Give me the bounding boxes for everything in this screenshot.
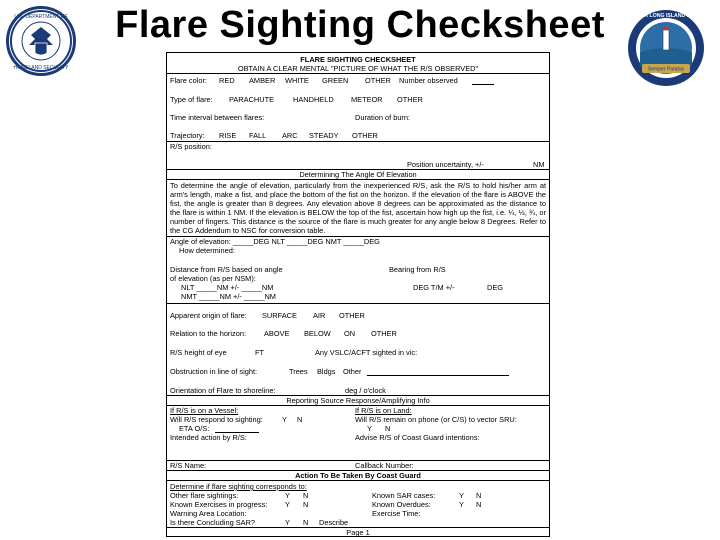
vslc-label: Any VSLC/ACFT sighted in vic:: [315, 348, 418, 357]
deg-clock-unit: deg / o'clock: [345, 386, 386, 395]
horizon-option[interactable]: BELOW: [304, 329, 331, 338]
sector-seal-graphic: [626, 8, 706, 88]
origin-option[interactable]: AIR: [313, 311, 326, 320]
horizon-option[interactable]: ON: [344, 329, 356, 338]
known-sar-label: Known SAR cases:: [372, 491, 436, 500]
exercise-time-label: Exercise Time:: [372, 509, 421, 518]
obstruction-option[interactable]: Trees: [289, 367, 308, 376]
trajectory-option[interactable]: OTHER: [352, 131, 378, 140]
how-determined-label: How determined:: [179, 246, 235, 255]
describe-label: Describe: [319, 518, 349, 527]
nmt-line: NMT _____NM +/- _____NM: [181, 292, 276, 301]
land-header: If R/S is on Land:: [355, 406, 412, 415]
known-exercises-yes[interactable]: Y: [285, 500, 290, 509]
number-observed-label: Number observed: [399, 76, 458, 85]
type-label: Type of flare:: [170, 95, 213, 104]
vessel-header: If R/S is on a Vessel:: [170, 406, 239, 415]
other-sightings-yes[interactable]: Y: [285, 491, 290, 500]
flare-color-label: Flare color:: [170, 76, 207, 85]
callback-label: Callback Number:: [355, 461, 414, 470]
rs-name-label: R/S Name:: [170, 461, 207, 470]
concluding-no[interactable]: N: [303, 518, 309, 527]
nlt-line: NLT _____NM +/- _____NM: [181, 283, 274, 292]
distance-label-2: of elevation (as per NSM):: [170, 274, 256, 283]
svg-text:Semper Paratus: Semper Paratus: [647, 66, 685, 73]
horizon-option[interactable]: OTHER: [371, 329, 397, 338]
angle-elevation-line: Angle of elevation: _____DEG NLT _____DEG NMT _____DEG: [170, 237, 380, 246]
advise-label: Advise R/S of Coast Guard intentions:: [355, 433, 480, 442]
type-option[interactable]: PARACHUTE: [229, 95, 275, 104]
dhs-seal-graphic: [9, 9, 73, 73]
color-option[interactable]: GREEN: [322, 76, 349, 85]
known-exercises-label: Known Exercises in progress:: [170, 500, 268, 509]
color-option[interactable]: WHITE: [285, 76, 309, 85]
angle-instructions: To determine the angle of elevation, particularly from the inexperienced R/S, ask the R/S to hold his/her arm at arm's length, make a fist, and place the bottom of the fist on the horizon. If the elevation of the flare is ABOVE the fist, the angle is greater than 8 degrees. Any elevation above 8 degrees can be approximated as the distance to the flare is within 1 NM. If the elevation is BELOW the top of the fist, ascertain how high up the fist, i.e. ¼, ½, ¾, or number of fingers. This distance is the source of the flare is much greater for any angle below 8 Degrees. Refer to the CG Addendum to NSC for conversion table.: [170, 181, 546, 235]
known-overdues-no[interactable]: N: [476, 500, 482, 509]
concluding-label: Is there Concluding SAR?: [170, 518, 256, 527]
bearing-deg: DEG: [487, 283, 504, 292]
interval-label: Time interval between flares:: [170, 113, 265, 122]
remain-no[interactable]: N: [385, 424, 391, 433]
svg-text:HOMELAND SECURITY: HOMELAND SECURITY: [13, 65, 69, 71]
slide-title: Flare Sighting Checksheet: [115, 4, 605, 46]
horizon-label: Relation to the horizon:: [170, 329, 247, 338]
position-uncertainty-label: Position uncertainty, +/-: [407, 160, 484, 169]
trajectory-option[interactable]: RISE: [219, 131, 237, 140]
color-option[interactable]: OTHER: [365, 76, 391, 85]
nm-unit: NM: [533, 160, 545, 169]
dhs-seal-logo: [6, 6, 76, 76]
respond-label: Will R/S respond to sighting:: [170, 415, 263, 424]
respond-yes[interactable]: Y: [282, 415, 287, 424]
remain-label: Will R/S remain on phone (or C/S) to vector SRU:: [355, 415, 517, 424]
intended-label: Intended action by R/S:: [170, 433, 247, 442]
obstruction-option[interactable]: Other: [343, 367, 362, 376]
angle-section-header: Determining The Angle Of Elevation: [299, 170, 417, 179]
known-sar-yes[interactable]: Y: [459, 491, 464, 500]
orientation-label: Orientation of Flare to shoreline:: [170, 386, 276, 395]
obstruction-other-field[interactable]: [367, 368, 509, 376]
remain-yes[interactable]: Y: [367, 424, 372, 433]
svg-text:SECTOR LONG ISLAND SOUND: SECTOR LONG ISLAND SOUND: [626, 13, 706, 19]
flare-checksheet-form: [166, 52, 550, 537]
origin-option[interactable]: SURFACE: [262, 311, 297, 320]
type-option[interactable]: HANDHELD: [293, 95, 334, 104]
sector-seal-logo: [626, 8, 706, 88]
form-subtitle: OBTAIN A CLEAR MENTAL "PICTURE OF WHAT THE R/S OBSERVED": [237, 64, 479, 73]
ft-unit: FT: [255, 348, 265, 357]
eta-field[interactable]: [215, 425, 259, 433]
bearing-label: Bearing from R/S: [389, 265, 446, 274]
rs-position-label: R/S position:: [170, 142, 212, 151]
duration-label: Duration of burn:: [355, 113, 411, 122]
reporting-section-header: Reporting Source Response/Amplifying Info: [286, 396, 430, 405]
trajectory-label: Trajectory:: [170, 131, 205, 140]
number-observed-field[interactable]: [472, 77, 494, 85]
respond-no[interactable]: N: [297, 415, 303, 424]
known-overdues-yes[interactable]: Y: [459, 500, 464, 509]
action-section-header: Action To Be Taken By Coast Guard: [295, 471, 421, 480]
trajectory-option[interactable]: ARC: [282, 131, 298, 140]
height-eye-label: R/S height of eye: [170, 348, 227, 357]
determine-label: Determine if flare sighting corresponds to:: [170, 482, 307, 491]
form-title: FLARE SIGHTING CHECKSHEET: [300, 55, 416, 64]
page-number: Page 1: [346, 528, 370, 537]
color-option[interactable]: AMBER: [249, 76, 276, 85]
known-overdues-label: Known Overdues:: [372, 500, 431, 509]
color-option[interactable]: RED: [219, 76, 235, 85]
trajectory-option[interactable]: STEADY: [309, 131, 339, 140]
other-sightings-label: Other flare sightings:: [170, 491, 239, 500]
eta-label: ETA O/S:: [179, 424, 210, 433]
known-exercises-no[interactable]: N: [303, 500, 309, 509]
known-sar-no[interactable]: N: [476, 491, 482, 500]
warning-area-label: Warning Area Location:: [170, 509, 247, 518]
origin-option[interactable]: OTHER: [339, 311, 365, 320]
obstruction-option[interactable]: Bldgs: [317, 367, 336, 376]
concluding-yes[interactable]: Y: [285, 518, 290, 527]
type-option[interactable]: METEOR: [351, 95, 383, 104]
trajectory-option[interactable]: FALL: [249, 131, 267, 140]
type-option[interactable]: OTHER: [397, 95, 423, 104]
horizon-option[interactable]: ABOVE: [264, 329, 290, 338]
other-sightings-no[interactable]: N: [303, 491, 309, 500]
origin-label: Apparent origin of flare:: [170, 311, 247, 320]
obstruction-label: Obstruction in line of sight:: [170, 367, 258, 376]
distance-label: Distance from R/S based on angle: [170, 265, 283, 274]
svg-text:U.S. DEPARTMENT OF: U.S. DEPARTMENT OF: [14, 14, 68, 20]
bearing-deg-tm: DEG T/M +/-: [413, 283, 455, 292]
